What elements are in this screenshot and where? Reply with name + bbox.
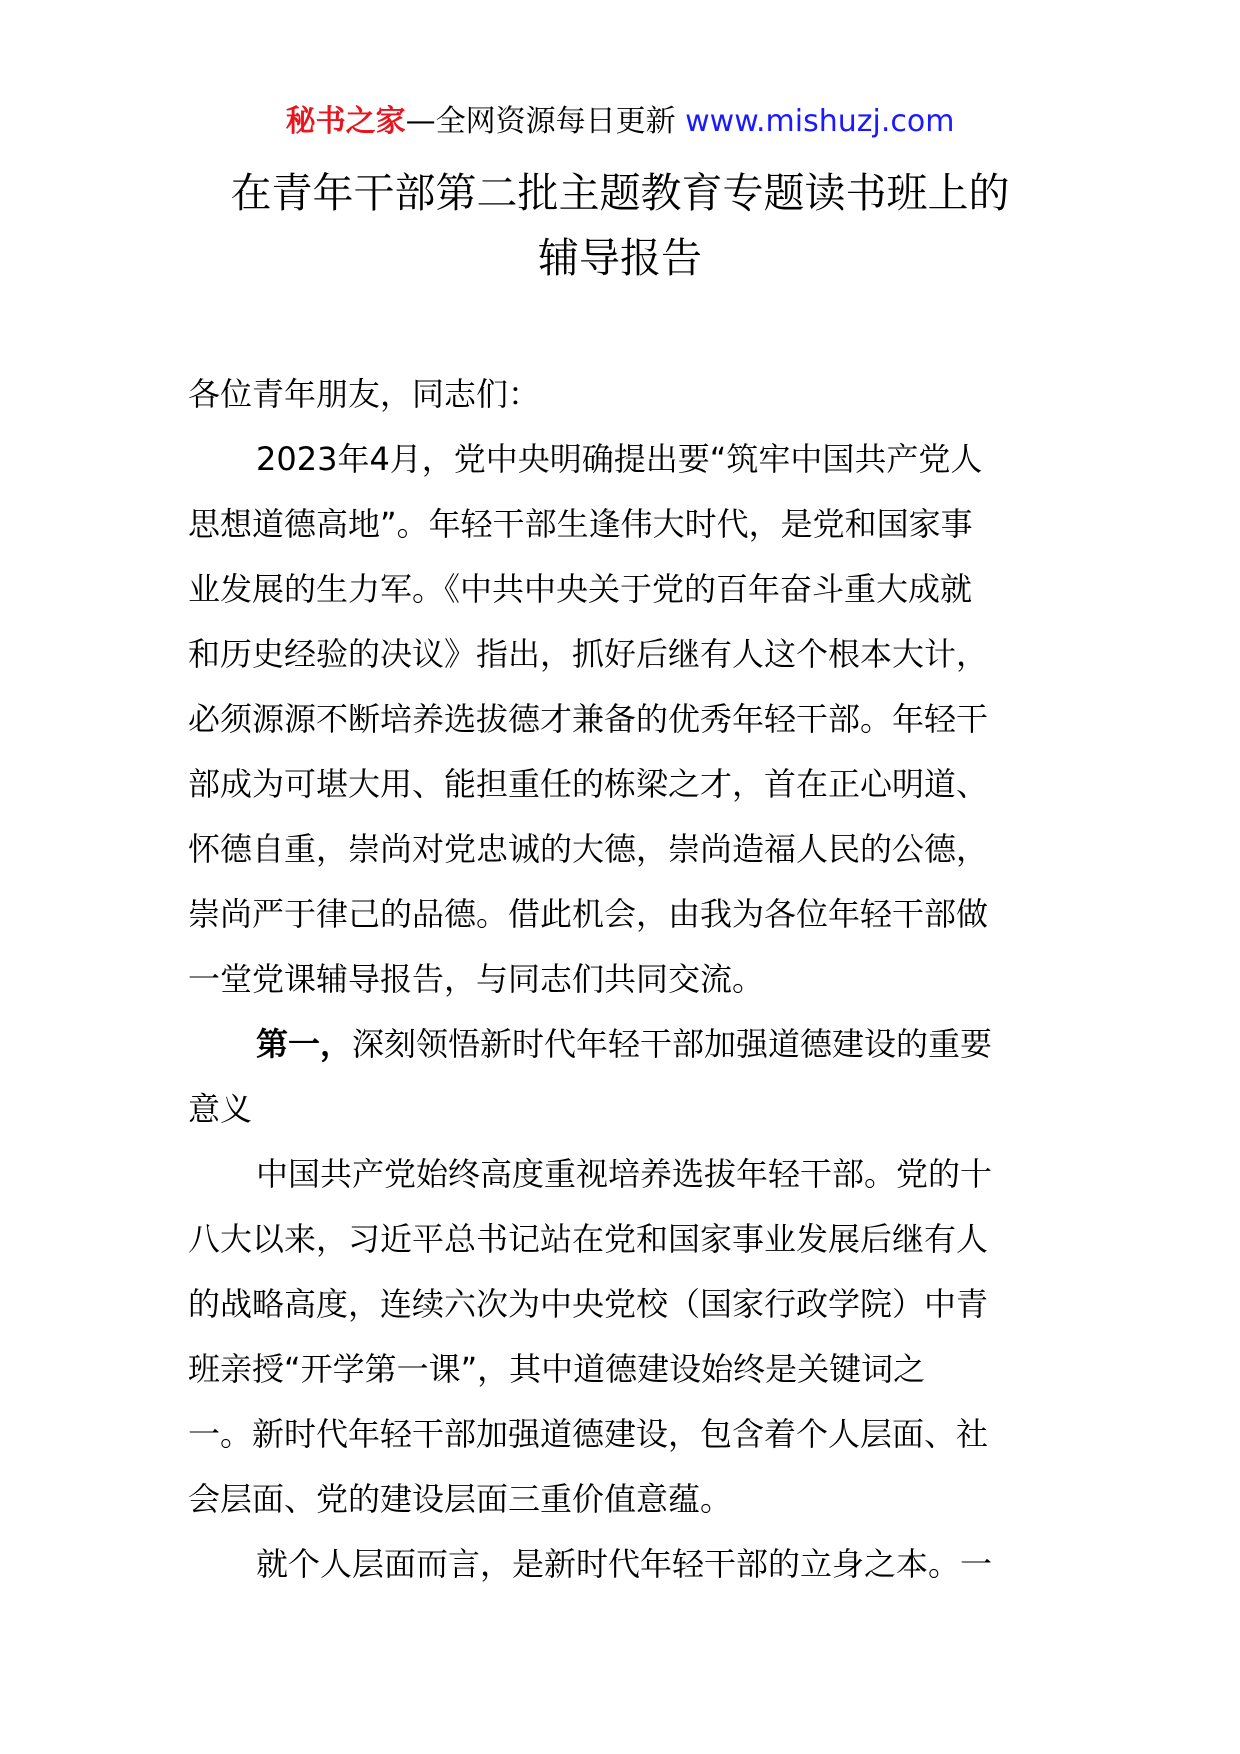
salutation: 各位青年朋友，同志们： [188,375,541,413]
brand-tagline: —全网资源每日更新 [405,104,676,139]
paragraph-line: 崇尚严于律己的品德。借此机会，由我为各位年轻干部做 [188,895,989,933]
document-title-line-2: 辅导报告 [538,234,702,282]
paragraph-line: 部成为可堪大用、能担重任的栋梁之才，首在正心明道、 [188,765,989,803]
paragraph-line: 业发展的生力军。《中共中央关于党的百年奋斗重大成就 [188,570,973,608]
paragraph-line: 思想道德高地”。年轻干部生逢伟大时代，是党和国家事 [188,505,973,543]
brand-name: 秘书之家 [285,104,406,139]
paragraph-line: 就个人层面而言，是新时代年轻干部的立身之本。一 [256,1545,993,1583]
section-heading-continuation: 意义 [188,1090,253,1128]
paragraph-line: 一。新时代年轻干部加强道德建设，包含着个人层面、社 [188,1415,989,1453]
document-title-line-1: 在青年干部第二批主题教育专题读书班上的 [230,169,1010,217]
paragraph-line: 必须源源不断培养选拔德才兼备的优秀年轻干部。年轻干 [188,700,989,738]
document-body [188,362,1054,1597]
paragraph-line: 和历史经验的决议》指出，抓好后继有人这个根本大计， [188,635,989,673]
site-url[interactable]: www.mishuzj.com [685,104,955,139]
paragraph-line: 一堂党课辅导报告，与同志们共同交流。 [188,960,765,998]
paragraph-line: 会层面、党的建设层面三重价值意蕴。 [188,1480,733,1518]
paragraph-line: 的战略高度，连续六次为中央党校（国家行政学院）中青 [188,1285,989,1323]
section-heading-lead: 第一， [256,1025,353,1063]
section-heading-text: 深刻领悟新时代年轻干部加强道德建设的重要 [352,1025,993,1063]
paragraph-line: 八大以来，习近平总书记站在党和国家事业发展后继有人 [188,1220,989,1258]
watermark-header [0,100,1240,144]
section-heading [188,1012,1054,1077]
paragraph-line: 2023年4月，党中央明确提出要“筑牢中国共产党人 [256,440,983,478]
paragraph-line: 班亲授“开学第一课”，其中道德建设始终是关键词之 [188,1350,926,1388]
paragraph-line: 中国共产党始终高度重视培养选拔年轻干部。党的十 [256,1155,993,1193]
paragraph-line: 怀德自重，崇尚对党忠诚的大德，崇尚造福人民的公德， [188,830,989,868]
